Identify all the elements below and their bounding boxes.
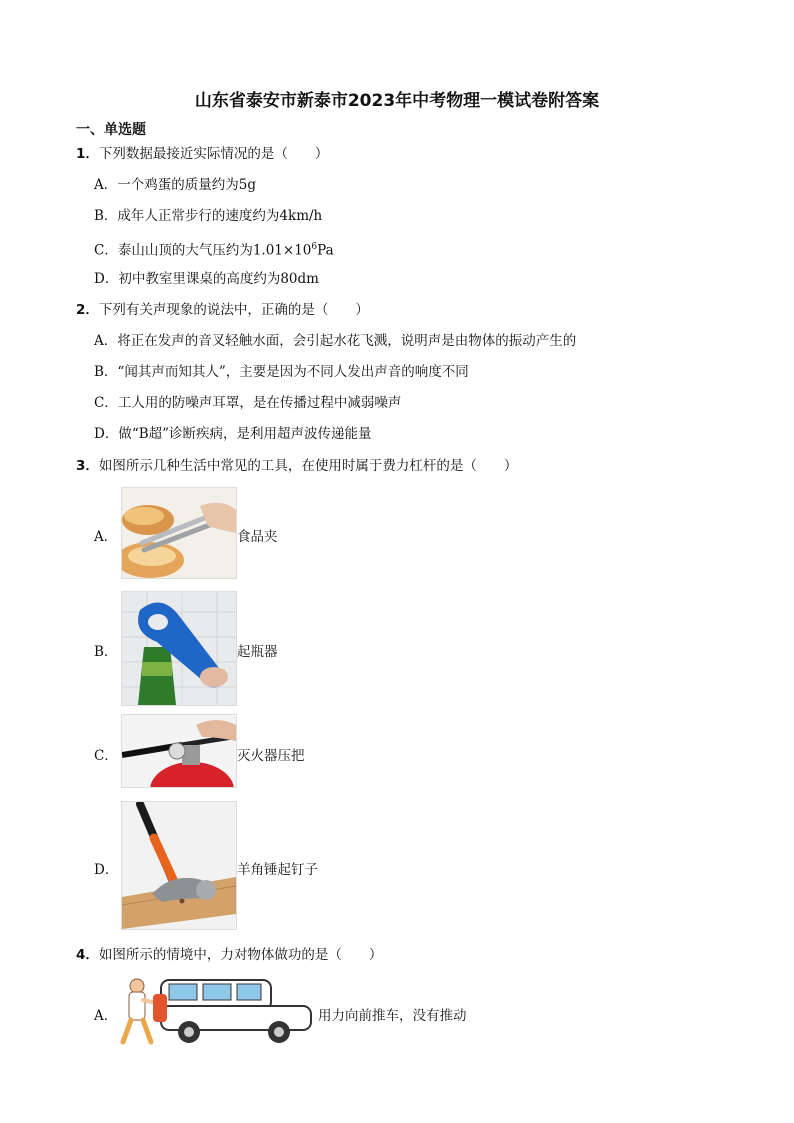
q1-option-c[interactable] <box>94 238 334 260</box>
q4-option-a-label: 用力向前推车，没有推动 <box>318 1008 467 1024</box>
q3-option-b-letter[interactable]: B． <box>94 644 118 660</box>
unit: Pa <box>317 242 334 259</box>
exponent: 6 <box>311 242 318 252</box>
question-text: 下列有关声现象的说法中，正确的是（ ） <box>98 302 369 318</box>
bottle-opener-image <box>121 591 237 706</box>
q2-option-a[interactable]: A．将正在发声的音叉轻触水面，会引起水花飞溅，说明声是由物体的振动产生的 <box>94 333 577 349</box>
q3-option-a-letter[interactable]: A． <box>94 529 118 545</box>
q2-option-d[interactable]: D．做“B超”诊断疾病，是利用超声波传递能量 <box>94 426 372 442</box>
question-number: 1． <box>76 146 99 162</box>
q3-option-a-label: 食品夹 <box>237 529 278 545</box>
question-number: 2． <box>76 302 99 318</box>
question-3 <box>76 457 517 475</box>
page-title: 山东省泰安市新泰市2023年中考物理一模试卷附答案 <box>194 91 600 111</box>
section-heading: 一、单选题 <box>76 122 146 138</box>
question-4 <box>76 946 382 964</box>
q3-option-c-letter[interactable]: C． <box>94 748 118 764</box>
food-tongs-image <box>121 487 237 579</box>
q2-option-b[interactable]: B．“闻其声而知其人”，主要是因为不同人发出声音的响度不同 <box>94 364 469 380</box>
question-text: 下列数据最接近实际情况的是（ ） <box>98 146 329 162</box>
q2-option-c[interactable]: C．工人用的防噪声耳罩，是在传播过程中减弱噪声 <box>94 395 402 411</box>
q3-option-d-label: 羊角锤起钉子 <box>237 862 318 878</box>
option-text: C．泰山山顶的大气压约为1.01×10 <box>94 242 312 259</box>
question-1 <box>76 145 328 163</box>
question-text: 如图所示几种生活中常见的工具，在使用时属于费力杠杆的是（ ） <box>98 458 518 474</box>
q1-option-d[interactable]: D．初中教室里课桌的高度约为80dm <box>94 271 319 287</box>
q3-option-d-letter[interactable]: D． <box>94 862 119 878</box>
q1-option-b[interactable]: B．成年人正常步行的速度约为4km/h <box>94 208 323 224</box>
q4-option-a-letter[interactable]: A． <box>94 1008 118 1024</box>
fire-extinguisher-image <box>121 714 237 788</box>
question-2 <box>76 301 369 319</box>
question-number: 4． <box>76 947 99 963</box>
q3-option-b-label: 起瓶器 <box>237 644 278 660</box>
q3-option-c-label: 灭火器压把 <box>237 748 305 764</box>
claw-hammer-image <box>121 801 237 930</box>
q1-option-a[interactable]: A．一个鸡蛋的质量约为5g <box>94 177 256 193</box>
person-pushing-car-image <box>117 974 313 1050</box>
question-text: 如图所示的情境中，力对物体做功的是（ ） <box>98 947 383 963</box>
question-number: 3． <box>76 458 99 474</box>
